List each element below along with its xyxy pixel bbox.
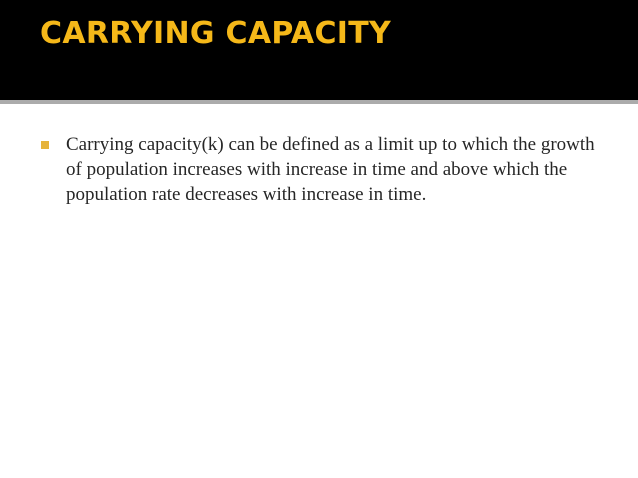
bullet-text: Carrying capacity(k) can be defined as a limit up to which the growth of population increases with increase in time and above which the population rate decreases with increase in time. — [66, 134, 595, 205]
square-bullet-icon — [41, 141, 49, 149]
title-band — [0, 0, 638, 100]
slide-title: CARRYING CAPACITY — [40, 16, 392, 51]
slide-body — [38, 132, 598, 207]
bullet-item — [38, 132, 598, 207]
title-divider — [0, 100, 638, 104]
